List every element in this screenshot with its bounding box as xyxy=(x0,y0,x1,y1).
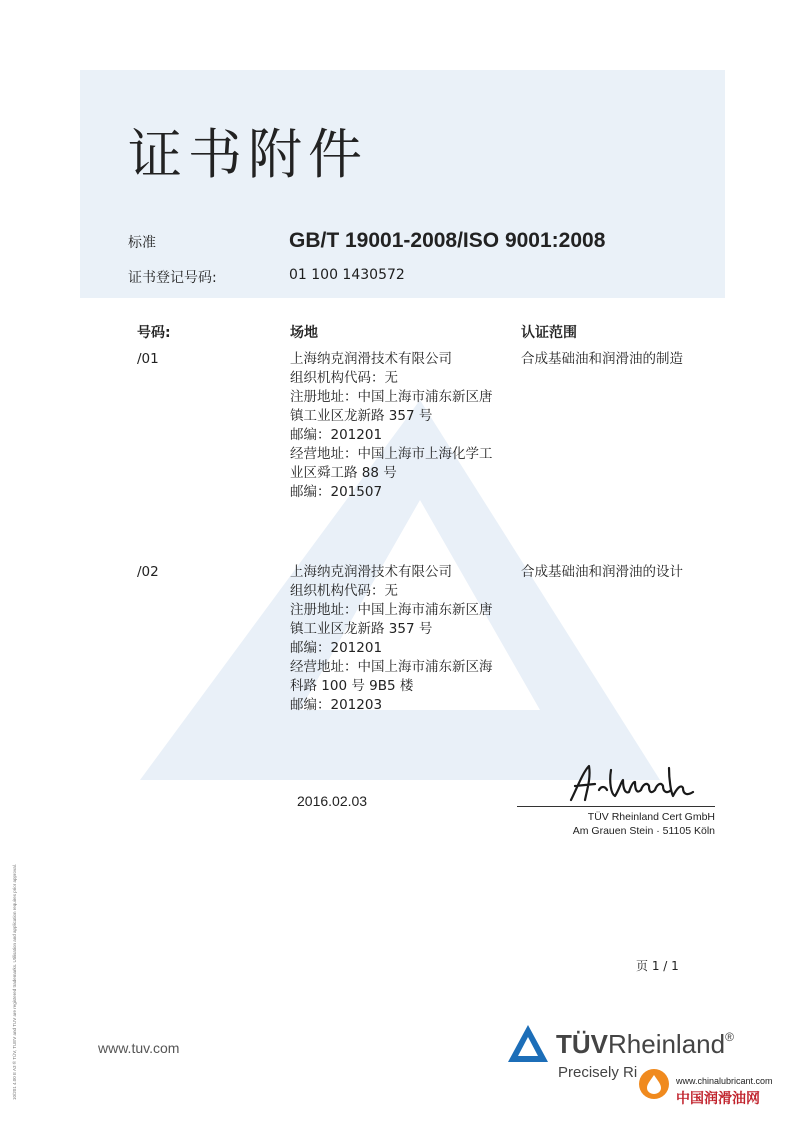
site-line: 经营地址：中国上海市上海化学工 xyxy=(290,446,493,462)
site-line: 经营地址：中国上海市浦东新区海 xyxy=(290,659,493,675)
site-line: 邮编：201507 xyxy=(290,484,383,500)
watermark-name: 中国润滑油网 xyxy=(676,1091,760,1107)
site-line: 注册地址：中国上海市浦东新区唐 xyxy=(290,389,493,405)
standard-label: 标准 xyxy=(128,235,156,251)
brand-bold: TÜV xyxy=(556,1029,608,1059)
site-line: 邮编：201203 xyxy=(290,697,383,713)
site-line: 镇工业区龙新路 357 号 xyxy=(290,621,433,637)
row-2-scope: 合成基础油和润滑油的设计 xyxy=(521,564,683,580)
site-line: 科路 100 号 9B5 楼 xyxy=(290,678,414,694)
site-column-header: 场地 xyxy=(290,325,318,341)
scope-column-header: 认证范围 xyxy=(521,325,577,341)
company-address: Am Grauen Stein · 51105 Köln xyxy=(572,825,715,837)
oil-drop-icon xyxy=(636,1066,672,1102)
tuv-logo-icon xyxy=(506,1022,550,1066)
row-1-scope: 合成基础油和润滑油的制造 xyxy=(521,351,683,367)
legal-side-text: 10/201 4.00 E A3 ® TÜV, TUEV and TUV are registered trademarks. Utilisation and application requires prior approval. xyxy=(12,863,17,1100)
website-link[interactable]: www.tuv.com xyxy=(98,1040,180,1056)
issue-date: 2016.02.03 xyxy=(297,793,368,809)
page-indicator: 页 1 / 1 xyxy=(636,959,679,973)
row-2-site xyxy=(290,563,520,715)
standard-value: GB/T 19001-2008/ISO 9001:2008 xyxy=(289,229,606,252)
site-line: 镇工业区龙新路 357 号 xyxy=(290,408,433,424)
brand-registered: ® xyxy=(725,1030,734,1044)
signature xyxy=(565,760,705,806)
site-line: 组织机构代码：无 xyxy=(290,370,398,386)
cert-number-value: 01 100 1430572 xyxy=(289,267,405,283)
site-line: 邮编：201201 xyxy=(290,427,383,443)
site-line: 上海纳克润滑技术有限公司 xyxy=(290,564,452,580)
signature-line xyxy=(517,806,715,807)
row-2-number: /02 xyxy=(137,564,159,580)
brand-name xyxy=(556,1031,734,1057)
number-column-header: 号码: xyxy=(137,325,171,341)
site-line: 组织机构代码：无 xyxy=(290,583,398,599)
site-line: 上海纳克润滑技术有限公司 xyxy=(290,351,452,367)
row-1-site xyxy=(290,350,520,502)
site-line: 注册地址：中国上海市浦东新区唐 xyxy=(290,602,493,618)
brand-slogan: Precisely Ri xyxy=(558,1064,638,1081)
brand-rest: Rheinland xyxy=(608,1029,726,1059)
company-name: TÜV Rheinland Cert GmbH xyxy=(587,811,715,823)
site-line: 邮编：201201 xyxy=(290,640,383,656)
watermark-url: www.chinalubricant.com xyxy=(676,1076,773,1086)
cert-number-label: 证书登记号码: xyxy=(128,270,217,286)
site-line: 业区舜工路 88 号 xyxy=(290,465,397,481)
page-title: 证书附件 xyxy=(128,123,368,186)
row-1-number: /01 xyxy=(137,351,159,367)
